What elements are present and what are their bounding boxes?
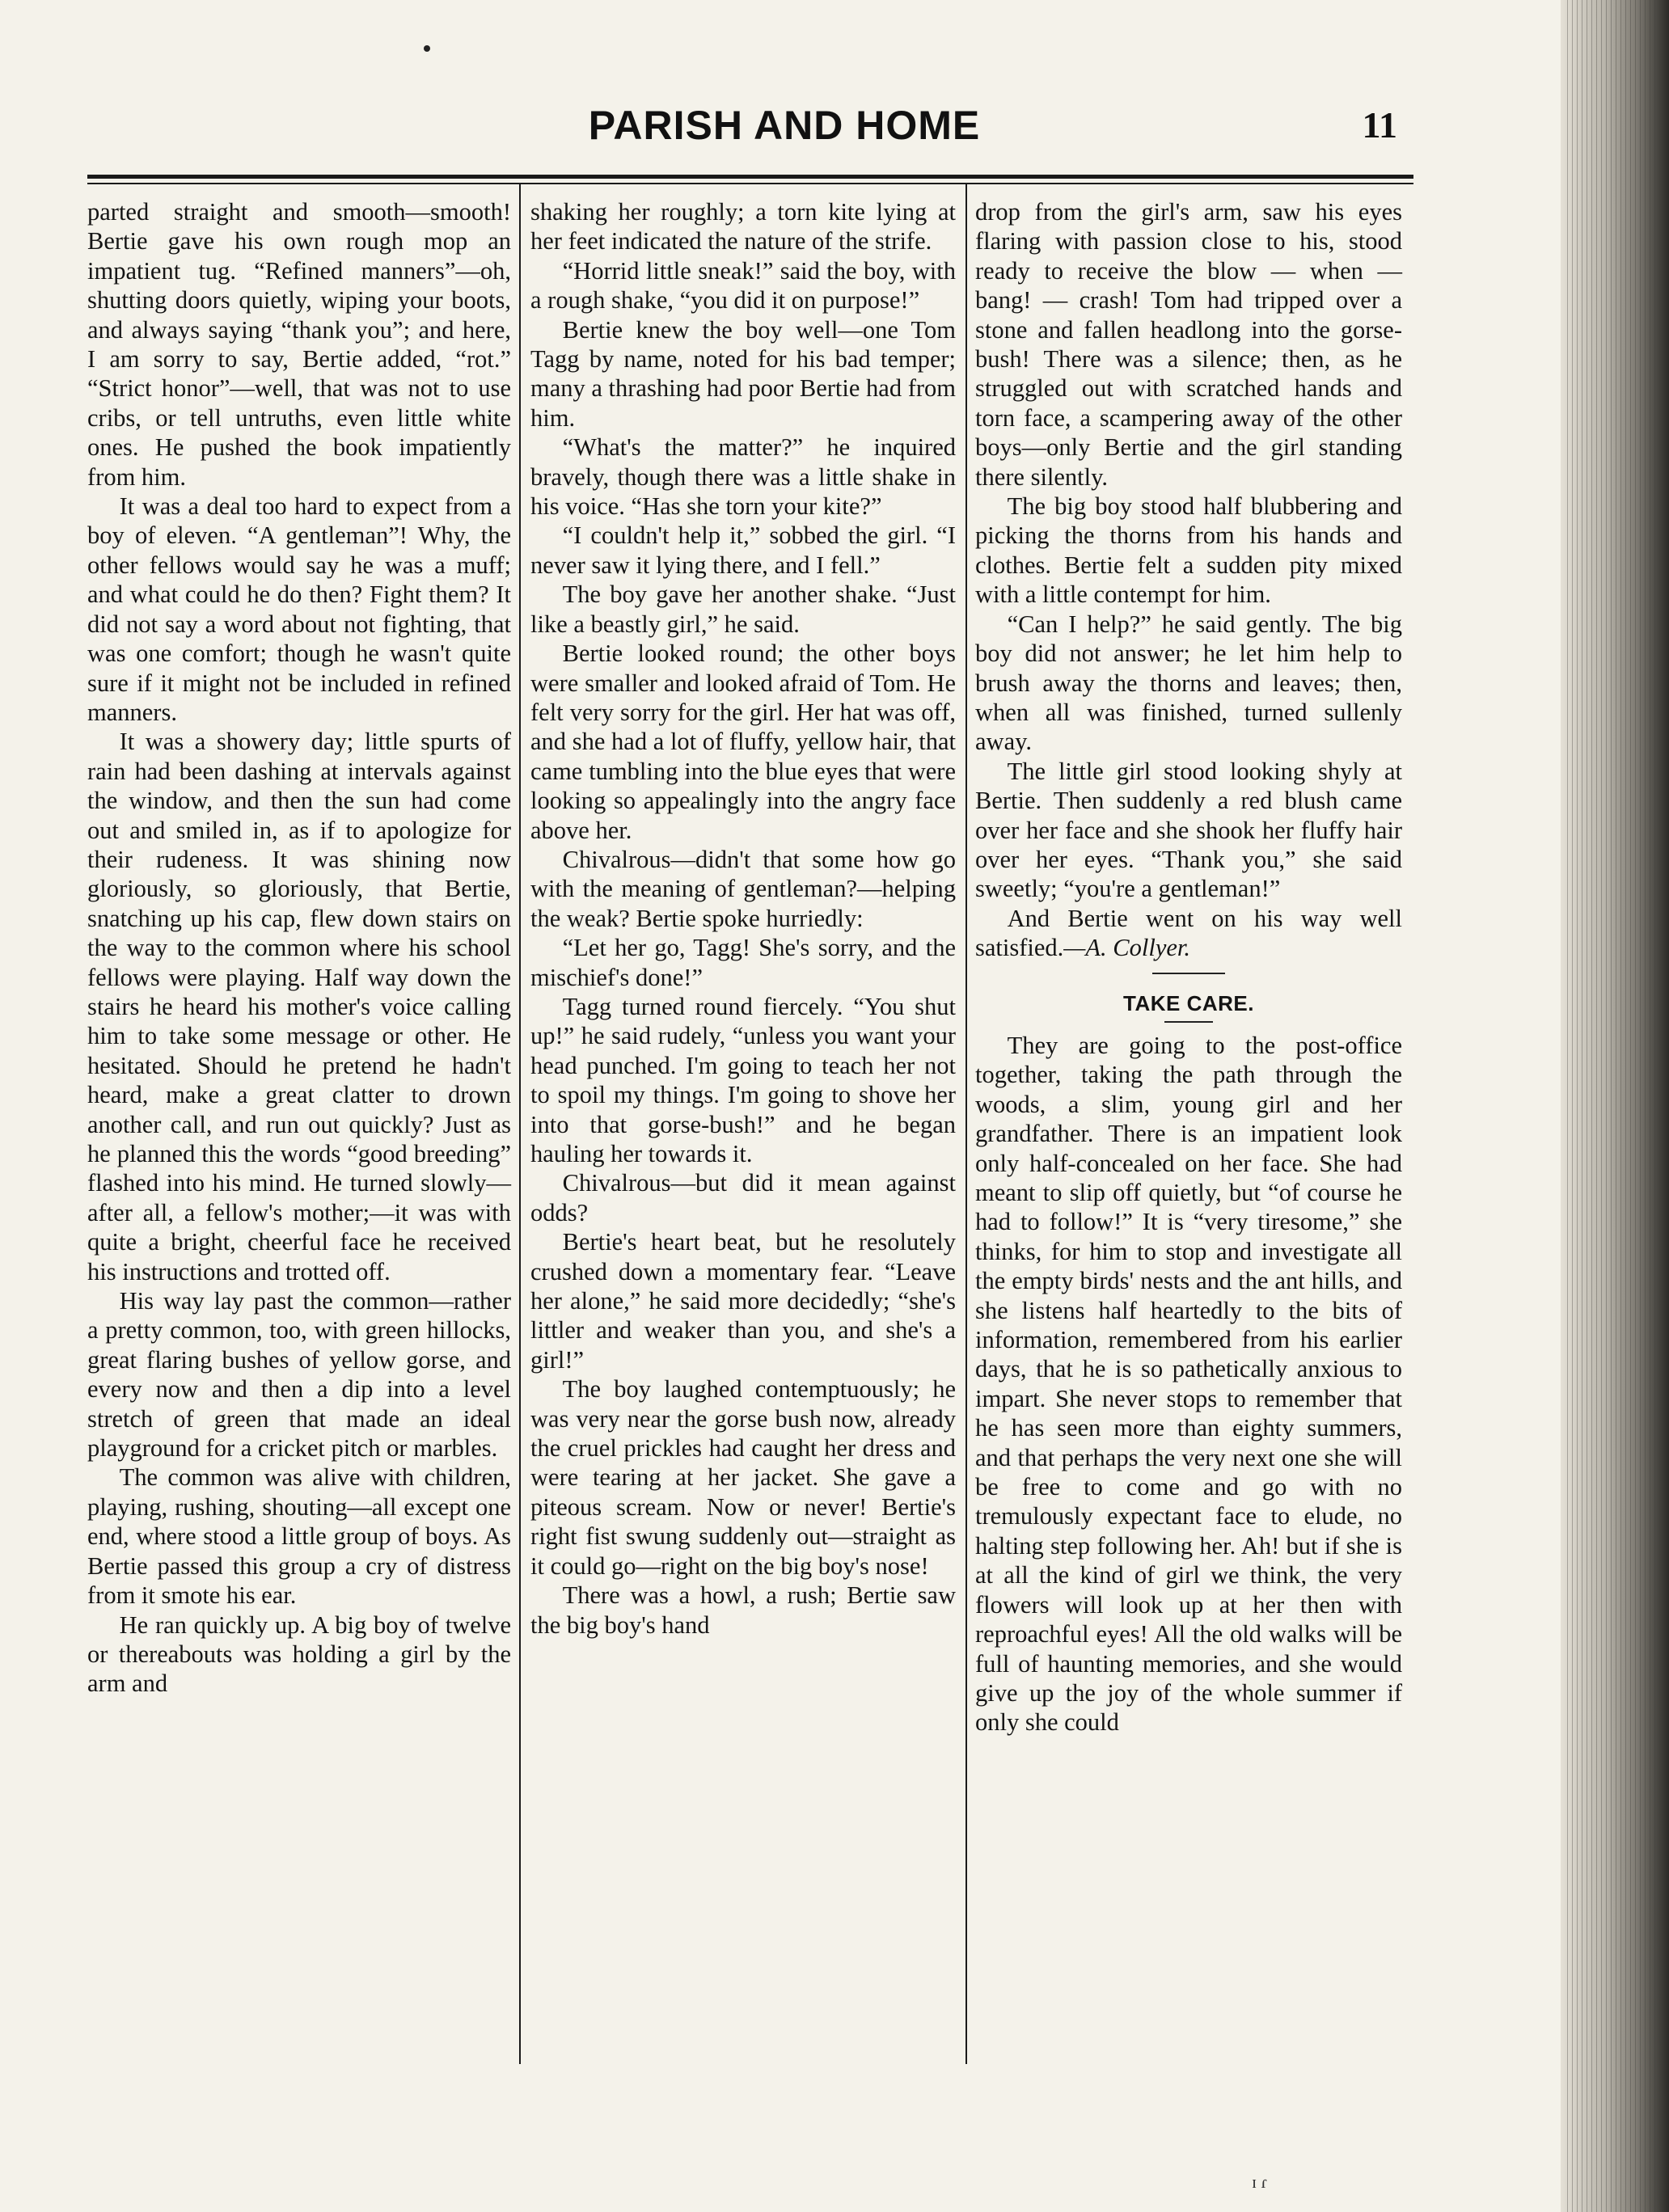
paragraph: “Let her go, Tagg! She's sorry, and the mischief's done!” bbox=[530, 934, 956, 991]
paragraph: There was a howl, a rush; Bertie saw the big boy's hand bbox=[530, 1581, 956, 1639]
paragraph: The boy gave her another shake. “Just like a beastly girl,” he said. bbox=[530, 580, 956, 638]
paragraph: “Can I help?” he said gently. The big boy did not answer; he let him help to brush away the thorns and leaves; then, when all was finished, turned sullenly away. bbox=[975, 610, 1402, 756]
paragraph: “What's the matter?” he inquired bravely, though there was a little shake in his voice. “Has she torn your kite?” bbox=[530, 433, 956, 521]
text-column-2 bbox=[530, 197, 956, 1640]
paragraph: Bertie's heart beat, but he resolutely crushed down a momentary fear. “Leave her alone,” he said more decidedly; “she's littler and weaker than you, and she's a girl!” bbox=[530, 1228, 956, 1374]
header-rule-thin bbox=[87, 183, 1413, 184]
paragraph: Bertie knew the boy well—one Tom Tagg by name, noted for his bad temper; many a thrashing had poor Bertie had from him. bbox=[530, 315, 956, 432]
paragraph: They are going to the post-office together, taking the path through the woods, a slim, young girl and her grandfather. There is an impatient look only half-concealed on her face. She had meant to slip off quietly, but “of course he had to follow!” It is “very tiresome,” she thinks, for him to stop and investigate all the empty birds' nests and the ant hills, and she listens half heartedly to the bits of information, remembered from his earlier days, that he is so pathetically anxious to impart. She never stops to remember that he has seen more than eighty summers, and that perhaps the very next one she will be free to come and go with no tremulously expectant face to elude, no halting step following her. Ah! but if she is at all the kind of girl we think, the very flowers will look up at her then with reproachful eyes! All the old walks will be full of haunting memories, and she would give up the joy of the whole summer if only she could bbox=[975, 1031, 1402, 1737]
paragraph: Bertie looked round; the other boys were smaller and looked afraid of Tom. He felt very sorry for the girl. Her hat was off, and she had a lot of fluffy, yellow hair, that came tumbling into the blue eyes that were looking so appealingly into the angry face above her. bbox=[530, 640, 956, 844]
paragraph: The common was alive with children, playing, rushing, shouting—all except one end, where stood a little group of boys. As Bertie passed this group a cry of distress from it smote his ear. bbox=[87, 1463, 511, 1610]
column-rule-right bbox=[965, 184, 967, 2064]
paragraph: His way lay past the common—rather a pretty common, too, with green hillocks, great flaring bushes of yellow gorse, and every now and then a dip into a level stretch of green that made an ideal playground for a cricket pitch or marbles. bbox=[87, 1287, 511, 1463]
paragraph: It was a deal too hard to expect from a boy of eleven. “A gentleman”! Why, the other fellows would say he was a muff; and what could he do then? Fight them? It did not say a word about not fighting, that was one comfort; though he wasn't quite sure if it might not be included in refined manners. bbox=[87, 492, 511, 726]
paragraph-text: And Bertie went on his way well satisfied. bbox=[975, 904, 1402, 962]
page-edges bbox=[1567, 0, 1656, 2212]
paragraph: Chivalrous—didn't that some how go with the meaning of gentleman?—helping the weak? Bertie spoke hurriedly: bbox=[530, 845, 956, 932]
text-column-1 bbox=[87, 197, 511, 1699]
running-header-title: PARISH AND HOME bbox=[588, 103, 981, 148]
paragraph: Tagg turned round fiercely. “You shut up!” he said rudely, “unless you want your head punched. I'm going to teach her not to spoil my things. I'm going to shove her into that gorse-bush!” and he began hauling her towards it. bbox=[530, 992, 956, 1167]
paragraph: The big boy stood half blubbering and picking the thorns from his hands and clothes. Bertie felt a sudden pity mixed with a little contempt for him. bbox=[975, 492, 1402, 609]
section-divider bbox=[1164, 1021, 1213, 1023]
paragraph: drop from the girl's arm, saw his eyes flaring with passion close to his, stood ready to receive the blow — when — bang! — crash! Tom had tripped over a stone and fallen headlong into the gorse-bush! There was a silence; then, as he struggled out with scratched hands and torn face, a scampering away of the other boys—only Bertie and the girl standing there silently. bbox=[975, 198, 1402, 491]
paragraph: “I couldn't help it,” sobbed the girl. “I never saw it lying there, and I fell.” bbox=[530, 521, 956, 579]
page-number: 11 bbox=[1362, 104, 1397, 146]
section-heading: TAKE CARE. bbox=[1123, 990, 1254, 1015]
author-byline: —A. Collyer. bbox=[1063, 934, 1191, 962]
paragraph: He ran quickly up. A big boy of twelve or thereabouts was holding a girl by the arm and bbox=[87, 1610, 511, 1698]
text-column-3 bbox=[975, 197, 1402, 1737]
paragraph: “Horrid little sneak!” said the boy, with a rough shake, “you did it on purpose!” bbox=[530, 256, 956, 314]
header-rule-thick bbox=[87, 175, 1413, 179]
column-rule-left bbox=[519, 184, 521, 2064]
paragraph: The boy laughed contemptuously; he was very near the gorse bush now, already the cruel prickles had caught her dress and were tearing at her jacket. She gave a piteous scream. Now or never! Bertie's right fist swung suddenly out—straight as it could go—right on the big boy's nose! bbox=[530, 1375, 956, 1580]
paragraph: Chivalrous—but did it mean against odds? bbox=[530, 1169, 956, 1226]
section-divider bbox=[1152, 973, 1225, 974]
print-smudge: ɪ ɾ bbox=[1252, 2172, 1267, 2192]
print-speck bbox=[424, 45, 430, 52]
paragraph: The little girl stood looking shyly at Bertie. Then suddenly a red blush came over her face and she shook her fluffy hair over her eyes. “Thank you,” she said sweetly; “you're a gentleman!” bbox=[975, 757, 1402, 903]
paragraph: parted straight and smooth—smooth! Bertie gave his own rough mop an impatient tug. “Refined manners”—oh, shutting doors quietly, wiping your boots, and always saying “thank you”; and here, I am sorry to say, Bertie added, “rot.” “Strict honor”—well, that was not to use cribs, or tell untruths, even little white ones. He pushed the book impatiently from him. bbox=[87, 198, 511, 491]
paragraph: It was a showery day; little spurts of rain had been dashing at intervals against the window, and then the sun had come out and smiled in, as if to apologize for their rudeness. It was shining now gloriously, so gloriously, that Bertie, snatching up his cap, flew down stairs on the way to the common where his school fellows were playing. Half way down the stairs he heard his mother's voice calling him to take some message or other. He hesitated. Should he pretend he hadn't heard, make a great clatter to drown another call, and run out quickly? Just as he planned this the words “good breeding” flashed into his mind. He turned slowly—after all, a fellow's mother;—it was with quite a bright, cheerful face he received his instructions and trotted off. bbox=[87, 728, 511, 1285]
paragraph-with-byline bbox=[975, 904, 1402, 963]
paragraph: shaking her roughly; a torn kite lying at her feet indicated the nature of the strife. bbox=[530, 198, 956, 255]
